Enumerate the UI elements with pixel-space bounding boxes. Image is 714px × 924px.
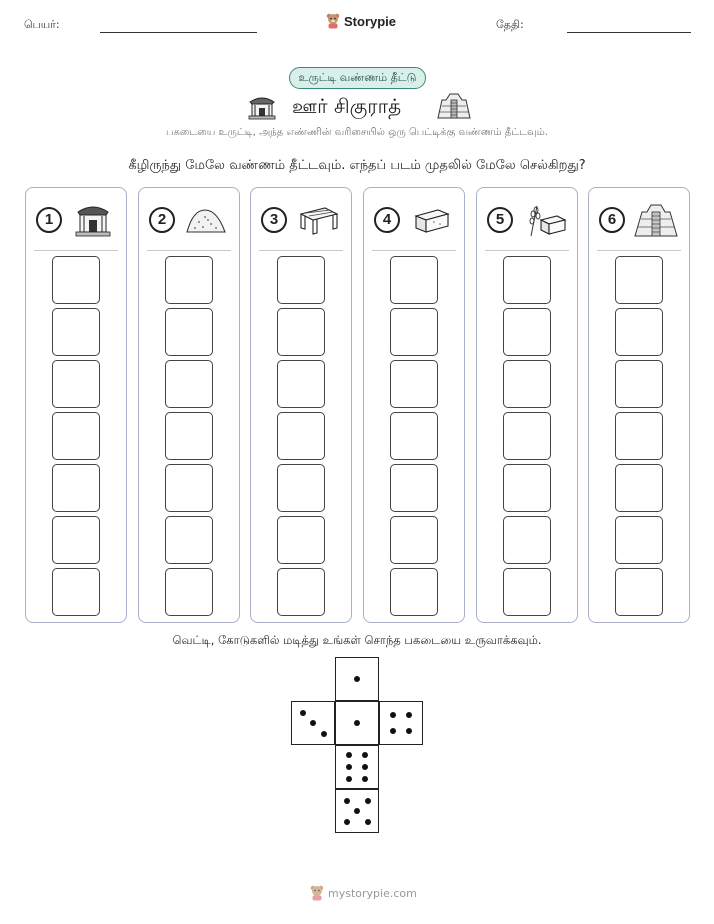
brick-icon (408, 202, 454, 238)
column-number: 4 (374, 207, 400, 233)
die-face-1 (335, 701, 379, 745)
die-pip (354, 676, 360, 682)
color-box[interactable] (503, 412, 551, 460)
die-pip (362, 752, 368, 758)
bear-mascot-icon (326, 13, 340, 29)
die-pip (390, 728, 396, 734)
color-box[interactable] (277, 256, 325, 304)
column-number: 6 (599, 207, 625, 233)
column-divider (372, 250, 456, 251)
color-box[interactable] (390, 464, 438, 512)
color-box[interactable] (165, 256, 213, 304)
color-box[interactable] (165, 516, 213, 564)
column-header (589, 188, 689, 250)
color-box[interactable] (390, 308, 438, 356)
column-divider (597, 250, 681, 251)
brand-logo (326, 13, 396, 29)
sand-pile-icon (183, 202, 229, 238)
color-box[interactable] (503, 256, 551, 304)
column-number: 5 (487, 207, 513, 233)
die-pip (300, 710, 306, 716)
name-label: பெயர்: (24, 18, 60, 31)
color-box[interactable] (52, 412, 100, 460)
column-4 (363, 187, 465, 623)
die-pip (365, 819, 371, 825)
die-pip (390, 712, 396, 718)
color-box[interactable] (503, 516, 551, 564)
color-box[interactable] (615, 464, 663, 512)
color-box[interactable] (277, 360, 325, 408)
color-box[interactable] (277, 516, 325, 564)
color-box[interactable] (390, 360, 438, 408)
instructions: பகடையை உருட்டி, அந்த எண்ணின் வரிசையில் ஒரு பெட்டிக்கு வண்ணம் தீட்டவும். (166, 127, 548, 138)
column-number: 2 (149, 207, 175, 233)
name-line[interactable] (100, 32, 257, 33)
column-divider (259, 250, 343, 251)
title-row (0, 90, 714, 124)
color-box[interactable] (165, 464, 213, 512)
pyramid-icon (436, 92, 472, 120)
column-6 (588, 187, 690, 623)
column-header (251, 188, 351, 250)
column-header (477, 188, 577, 250)
column-divider (147, 250, 231, 251)
color-box[interactable] (165, 412, 213, 460)
color-box[interactable] (165, 568, 213, 616)
color-box[interactable] (277, 412, 325, 460)
column-divider (485, 250, 569, 251)
color-box[interactable] (615, 568, 663, 616)
column-5 (476, 187, 578, 623)
ziggurat-icon (633, 202, 679, 238)
wheat-brick-icon (521, 202, 567, 238)
color-box[interactable] (503, 568, 551, 616)
column-number: 1 (36, 207, 62, 233)
die-face-6 (335, 745, 379, 789)
color-box[interactable] (277, 464, 325, 512)
die-pip (346, 752, 352, 758)
date-line[interactable] (567, 32, 691, 33)
die-pip (344, 798, 350, 804)
color-box[interactable] (277, 568, 325, 616)
die-pip (310, 720, 316, 726)
column-2 (138, 187, 240, 623)
footer (310, 885, 417, 901)
color-box[interactable] (52, 464, 100, 512)
color-box[interactable] (52, 256, 100, 304)
color-box[interactable] (615, 360, 663, 408)
question: கீழிருந்து மேலே வண்ணம் தீட்டவும். எந்தப் படம் முதலில் மேலே செல்கிறது? (128, 158, 586, 173)
column-divider (34, 250, 118, 251)
wooden-frame-icon (295, 202, 341, 238)
die-face-3 (291, 701, 335, 745)
activity-badge: உருட்டி வண்ணம் தீட்டு (289, 67, 426, 89)
die-face-1 (335, 657, 379, 701)
column-header (364, 188, 464, 250)
color-box[interactable] (615, 256, 663, 304)
color-box[interactable] (52, 568, 100, 616)
color-box[interactable] (615, 308, 663, 356)
die-pip (406, 712, 412, 718)
die-pip (365, 798, 371, 804)
die-face-4 (379, 701, 423, 745)
page-title: ஊர் சிகுராத் (292, 94, 402, 118)
brand-name: Storypie (344, 13, 397, 29)
color-box[interactable] (615, 516, 663, 564)
color-box[interactable] (165, 360, 213, 408)
column-3 (250, 187, 352, 623)
footer-url: mystorypie.com (328, 886, 417, 900)
die-net-instruction: வெட்டி, கோடுகளில் மடித்து உங்கள் சொந்த பகடையை உருவாக்கவும். (172, 633, 542, 647)
column-number: 3 (261, 207, 287, 233)
color-box[interactable] (503, 360, 551, 408)
die-pip (362, 776, 368, 782)
color-box[interactable] (390, 256, 438, 304)
color-box[interactable] (165, 308, 213, 356)
color-box[interactable] (390, 568, 438, 616)
column-header (139, 188, 239, 250)
die-face-5 (335, 789, 379, 833)
column-1 (25, 187, 127, 623)
die-pip (346, 764, 352, 770)
die-pip (406, 728, 412, 734)
color-box[interactable] (390, 412, 438, 460)
die-pip (354, 808, 360, 814)
color-box[interactable] (52, 308, 100, 356)
color-box[interactable] (277, 308, 325, 356)
die-pip (344, 819, 350, 825)
temple-icon (248, 94, 276, 120)
temple-icon (70, 202, 116, 238)
color-box[interactable] (52, 360, 100, 408)
color-box[interactable] (503, 308, 551, 356)
date-label: தேதி: (496, 18, 524, 31)
color-box[interactable] (390, 516, 438, 564)
die-pip (362, 764, 368, 770)
bear-mascot-icon (310, 885, 324, 901)
color-box[interactable] (52, 516, 100, 564)
color-box[interactable] (615, 412, 663, 460)
die-pip (346, 776, 352, 782)
column-header (26, 188, 126, 250)
die-pip (321, 731, 327, 737)
die-pip (354, 720, 360, 726)
color-box[interactable] (503, 464, 551, 512)
